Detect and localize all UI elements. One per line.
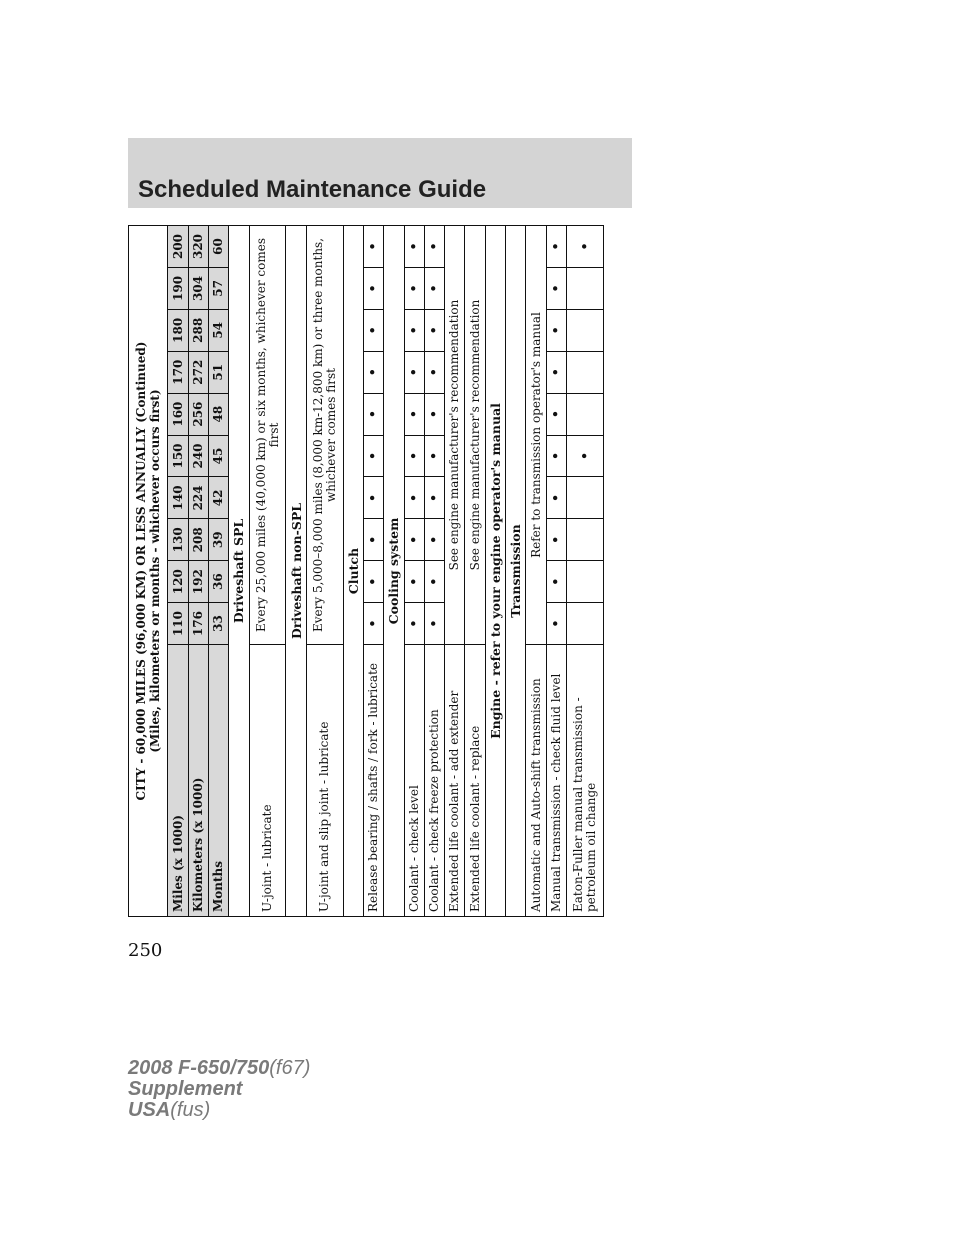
table-row	[567, 226, 604, 917]
kilometers-value: 320	[188, 226, 208, 268]
service-mark: •	[363, 603, 383, 645]
page-number: 250	[128, 940, 163, 961]
service-mark: •	[546, 393, 566, 435]
miles-value: 170	[168, 351, 188, 393]
service-mark: •	[363, 351, 383, 393]
row-label: Manual transmission - check fluid level	[546, 645, 566, 917]
row-note: Every 5,000–8,000 miles (8,000 km-12,800 km) or three months, whichever comes first	[306, 226, 343, 645]
service-mark: •	[404, 477, 424, 519]
section-transmission: Transmission	[506, 226, 526, 917]
section-row	[485, 226, 505, 917]
service-mark: •	[404, 309, 424, 351]
service-mark: •	[424, 561, 444, 603]
months-value: 42	[208, 477, 228, 519]
table-title: CITY - 60,000 MILES (96,000 KM) OR LESS ANNUALLY (Continued)	[134, 341, 149, 801]
footer-line-1	[128, 1058, 310, 1079]
row-label: U-joint and slip joint - lubricate	[306, 645, 343, 917]
service-mark: •	[424, 603, 444, 645]
section-row	[343, 226, 363, 917]
months-value: 60	[208, 226, 228, 268]
service-mark: •	[363, 267, 383, 309]
row-label: Extended life coolant - replace	[465, 645, 485, 917]
miles-value: 200	[168, 226, 188, 268]
kilometers-value: 304	[188, 267, 208, 309]
section-row	[229, 226, 249, 917]
service-mark: •	[404, 519, 424, 561]
service-mark: •	[363, 226, 383, 268]
months-value: 36	[208, 561, 228, 603]
document-footer	[128, 1058, 310, 1121]
row-label: Extended life coolant - add extender	[445, 645, 465, 917]
service-mark: •	[424, 226, 444, 268]
service-mark: •	[404, 561, 424, 603]
service-mark	[567, 351, 604, 393]
row-note: Every 25,000 miles (40,000 km) or six months, whichever comes first	[249, 226, 286, 645]
service-mark: •	[363, 435, 383, 477]
section-driveshaft-spl: Driveshaft SPL	[229, 226, 249, 917]
miles-value: 120	[168, 561, 188, 603]
footer-market: USA	[128, 1099, 171, 1121]
service-mark: •	[546, 477, 566, 519]
service-mark: •	[567, 226, 604, 268]
months-value: 39	[208, 519, 228, 561]
service-mark	[567, 603, 604, 645]
footer-line-2	[128, 1079, 310, 1100]
service-mark: •	[424, 351, 444, 393]
kilometers-value: 288	[188, 309, 208, 351]
service-mark: •	[546, 561, 566, 603]
kilometers-value: 272	[188, 351, 208, 393]
service-mark: •	[404, 393, 424, 435]
row-label: Coolant - check level	[404, 645, 424, 917]
service-mark: •	[363, 561, 383, 603]
miles-value: 190	[168, 267, 188, 309]
kilometers-header-row	[188, 226, 208, 917]
kilometers-value: 256	[188, 393, 208, 435]
table-subtitle: (Miles, kilometers or months - whichever occurs first)	[148, 389, 163, 753]
maintenance-table-wrapper	[128, 225, 604, 917]
miles-label: Miles (x 1000)	[168, 645, 188, 917]
service-mark: •	[424, 393, 444, 435]
service-mark	[567, 477, 604, 519]
kilometers-value: 240	[188, 435, 208, 477]
miles-header-row	[168, 226, 188, 917]
service-mark: •	[424, 435, 444, 477]
footer-model: 2008 F-650/750	[128, 1057, 270, 1079]
table-row	[546, 226, 566, 917]
table-row	[424, 226, 444, 917]
section-row	[286, 226, 306, 917]
miles-value: 160	[168, 393, 188, 435]
kilometers-value: 224	[188, 477, 208, 519]
kilometers-value: 192	[188, 561, 208, 603]
service-mark	[567, 267, 604, 309]
service-mark: •	[424, 267, 444, 309]
service-mark: •	[363, 309, 383, 351]
months-value: 54	[208, 309, 228, 351]
table-row	[445, 226, 465, 917]
service-mark: •	[546, 267, 566, 309]
section-clutch: Clutch	[343, 226, 363, 917]
page-title: Scheduled Maintenance Guide	[138, 176, 487, 203]
row-label: U-joint - lubricate	[249, 645, 286, 917]
service-mark: •	[546, 519, 566, 561]
miles-value: 130	[168, 519, 188, 561]
service-mark: •	[404, 603, 424, 645]
table-row	[404, 226, 424, 917]
row-label: Release bearing / shafts / fork - lubricate	[363, 645, 383, 917]
table-row	[306, 226, 343, 917]
table-row	[363, 226, 383, 917]
service-mark	[567, 519, 604, 561]
miles-value: 180	[168, 309, 188, 351]
section-cooling-system: Cooling system	[384, 226, 404, 917]
miles-value: 140	[168, 477, 188, 519]
service-mark: •	[404, 226, 424, 268]
service-mark: •	[424, 309, 444, 351]
row-label: Coolant - check freeze protection	[424, 645, 444, 917]
service-mark: •	[363, 477, 383, 519]
service-mark: •	[546, 309, 566, 351]
section-driveshaft-non-spl: Driveshaft non-SPL	[286, 226, 306, 917]
service-mark: •	[404, 351, 424, 393]
section-row	[506, 226, 526, 917]
kilometers-label: Kilometers (x 1000)	[188, 645, 208, 917]
kilometers-value: 208	[188, 519, 208, 561]
service-mark: •	[546, 351, 566, 393]
service-mark: •	[363, 519, 383, 561]
service-mark: •	[567, 435, 604, 477]
footer-market-code: (fus)	[170, 1099, 211, 1121]
months-value: 57	[208, 267, 228, 309]
row-label: Eaton-Fuller manual transmission - petroleum oil change	[567, 645, 604, 917]
row-note: See engine manufacturer's recommendation	[445, 226, 465, 645]
miles-value: 150	[168, 435, 188, 477]
months-value: 51	[208, 351, 228, 393]
service-mark: •	[546, 435, 566, 477]
months-header-row	[208, 226, 228, 917]
service-mark: •	[404, 435, 424, 477]
months-label: Months	[208, 645, 228, 917]
months-value: 45	[208, 435, 228, 477]
miles-value: 110	[168, 603, 188, 645]
months-value: 48	[208, 393, 228, 435]
table-row	[249, 226, 286, 917]
service-mark: •	[546, 603, 566, 645]
row-note: Refer to transmission operator's manual	[526, 226, 546, 645]
service-mark: •	[363, 393, 383, 435]
kilometers-value: 176	[188, 603, 208, 645]
service-mark: •	[404, 267, 424, 309]
footer-model-code: (f67)	[269, 1057, 311, 1079]
service-mark: •	[546, 226, 566, 268]
service-mark: •	[424, 519, 444, 561]
table-title-row	[129, 226, 168, 917]
months-value: 33	[208, 603, 228, 645]
footer-doc-type: Supplement	[128, 1078, 243, 1100]
section-engine: Engine - refer to your engine operator's manual	[485, 226, 505, 917]
section-row	[384, 226, 404, 917]
service-mark	[567, 561, 604, 603]
table-row	[526, 226, 546, 917]
footer-line-3	[128, 1100, 310, 1121]
table-row	[465, 226, 485, 917]
service-mark	[567, 393, 604, 435]
service-mark	[567, 309, 604, 351]
maintenance-schedule-table	[128, 225, 604, 917]
service-mark: •	[424, 477, 444, 519]
row-label: Automatic and Auto-shift transmission	[526, 645, 546, 917]
rotated-table-container	[128, 225, 604, 917]
row-note: See engine manufacturer's recommendation	[465, 226, 485, 645]
